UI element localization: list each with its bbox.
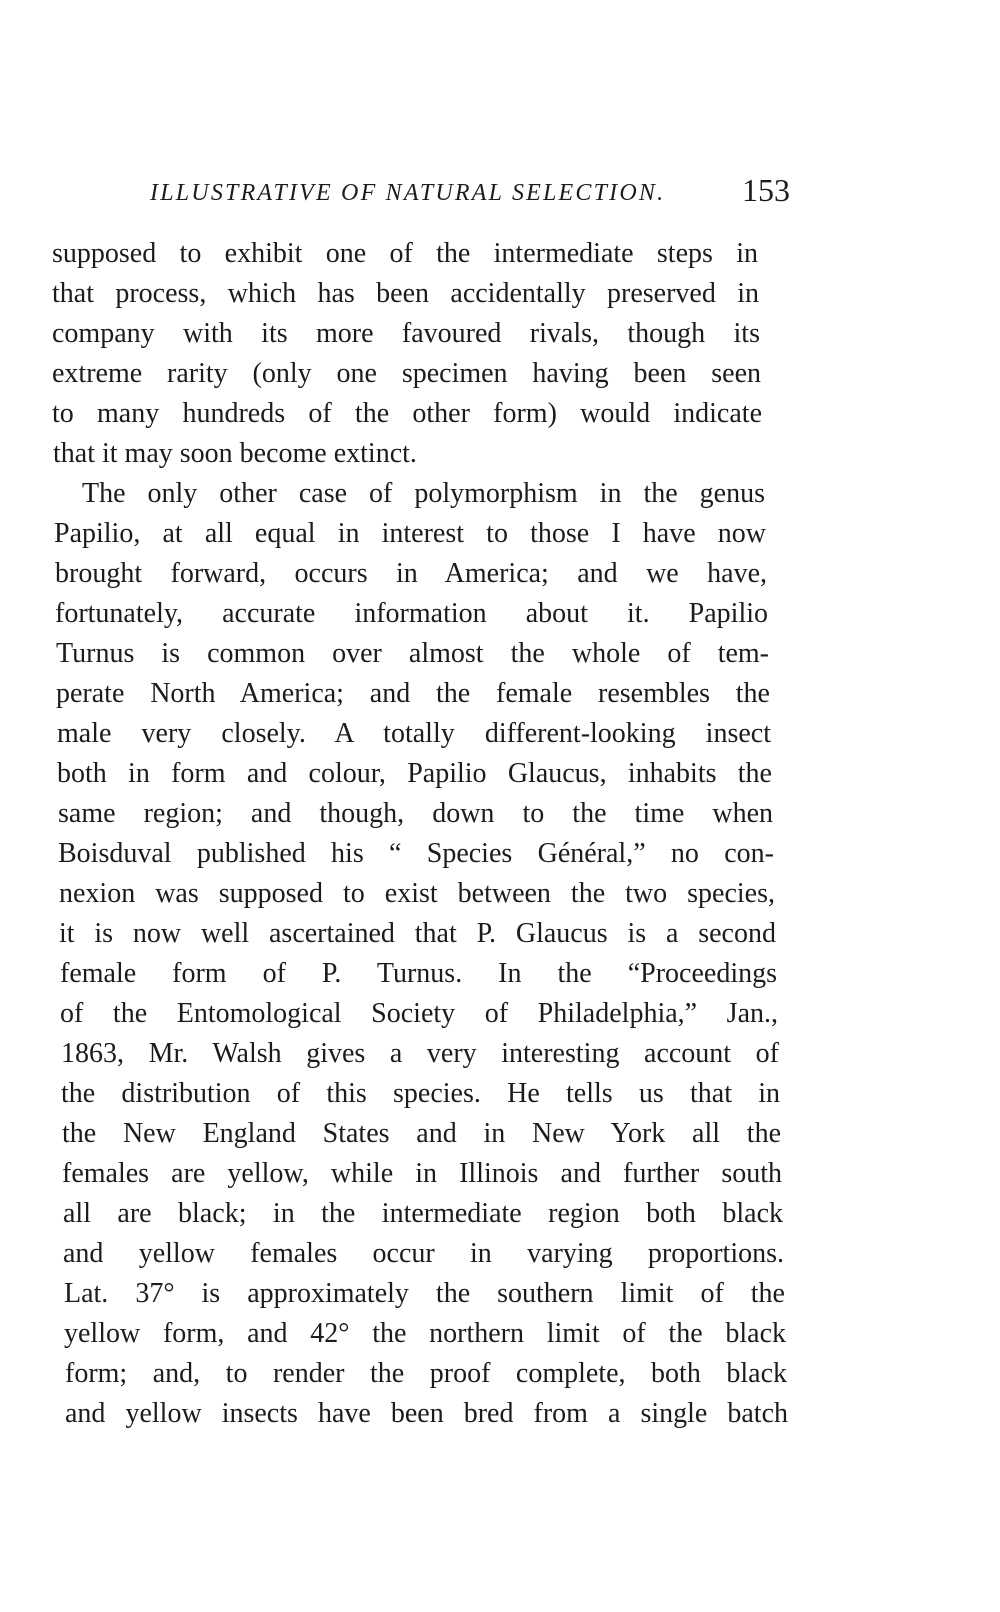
text-line: perate North America; and the female resembles the: [56, 678, 770, 709]
text-line: company with its more favoured rivals, though its: [52, 318, 760, 349]
text-line: yellow form, and 42° the northern limit of the black: [64, 1318, 786, 1349]
text-line: females are yellow, while in Illinois and further south: [62, 1158, 782, 1189]
text-line: Lat. 37° is approximately the southern limit of the: [64, 1278, 785, 1309]
text-line: Turnus is common over almost the whole of tem-: [56, 638, 769, 669]
text-line: female form of P. Turnus. In the “Proceedings: [60, 958, 777, 989]
text-line: form; and, to render the proof complete, both black: [65, 1358, 787, 1389]
text-line: that it may soon become extinct.: [53, 438, 417, 469]
text-line: that process, which has been accidentally preserved in: [52, 278, 759, 309]
text-line: nexion was supposed to exist between the two species,: [59, 878, 775, 909]
text-line: the New England States and in New York all the: [62, 1118, 781, 1149]
text-line: and yellow insects have been bred from a single batch: [65, 1398, 788, 1429]
text-line: it is now well ascertained that P. Glaucus is a second: [59, 918, 776, 949]
text-line: both in form and colour, Papilio Glaucus, inhabits the: [57, 758, 772, 789]
text-line: and yellow females occur in varying proportions.: [63, 1238, 784, 1269]
text-line: Boisduval published his “ Species Général,” no con-: [58, 838, 774, 869]
text-line: to many hundreds of the other form) would indicate: [52, 398, 762, 429]
text-line: brought forward, occurs in America; and we have,: [55, 558, 767, 589]
text-line: supposed to exhibit one of the intermediate steps in: [52, 238, 758, 269]
running-head: [150, 172, 790, 212]
text-line: of the Entomological Society of Philadelphia,” Jan.,: [60, 998, 778, 1029]
text-line: all are black; in the intermediate region both black: [63, 1198, 783, 1229]
text-line: The only other case of polymorphism in the genus: [82, 478, 765, 509]
text-line: male very closely. A totally different-looking insect: [57, 718, 771, 749]
text-line: 1863, Mr. Walsh gives a very interesting account of: [61, 1038, 779, 1069]
text-line: fortunately, accurate information about it. Papilio: [55, 598, 768, 629]
page-number: 153: [742, 172, 790, 208]
text-line: extreme rarity (only one specimen having been seen: [52, 358, 761, 389]
running-title: ILLUSTRATIVE OF NATURAL SELECTION.: [150, 180, 666, 206]
text-line: same region; and though, down to the time when: [58, 798, 773, 829]
text-line: Papilio, at all equal in interest to those I have now: [54, 518, 766, 549]
text-line: the distribution of this species. He tells us that in: [61, 1078, 780, 1109]
